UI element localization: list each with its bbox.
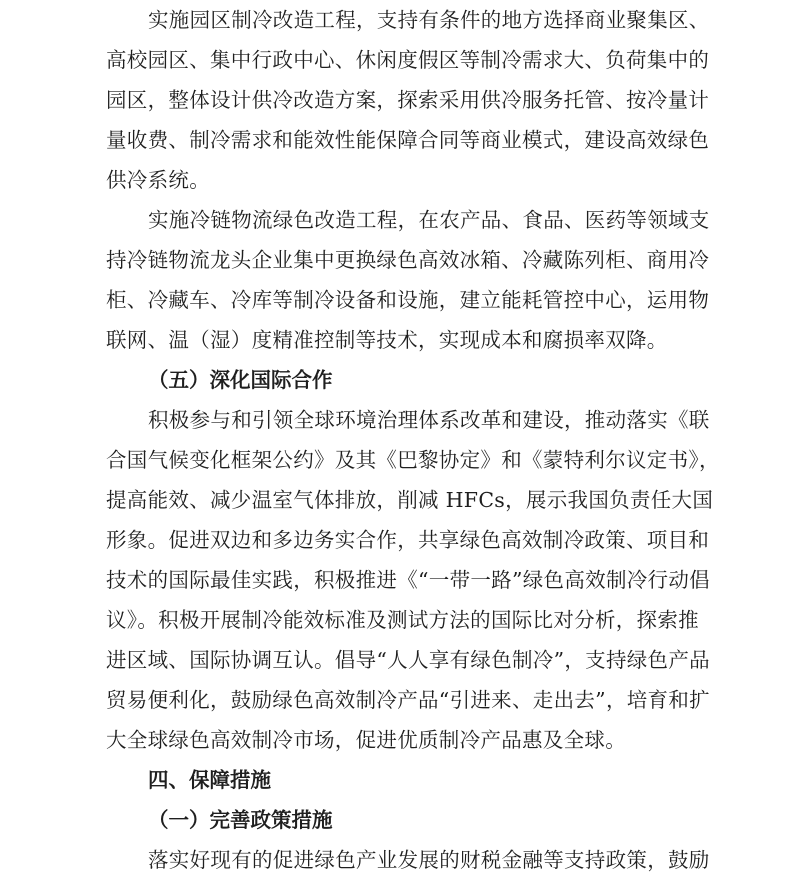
- paragraph-1-line-5: 供冷系统。: [106, 168, 210, 192]
- paragraph-3-line-2: 合国气候变化框架公约》及其《巴黎协定》和《蒙特利尔议定书》，: [106, 448, 720, 472]
- paragraph-1-line-3: 园区，整体设计供冷改造方案，探索采用供冷服务托管、按冷量计: [106, 88, 710, 112]
- paragraph-2-line-1: 实施冷链物流绿色改造工程，在农产品、食品、医药等领域支: [148, 208, 710, 232]
- paragraph-3-line-8: 贸易便利化，鼓励绿色高效制冷产品“引进来、走出去”，培育和扩: [106, 688, 710, 712]
- paragraph-1-line-1: 实施园区制冷改造工程，支持有条件的地方选择商业聚集区、: [148, 8, 710, 32]
- paragraph-2-line-4: 联网、温（湿）度精准控制等技术，实现成本和腐损率双降。: [106, 328, 668, 352]
- paragraph-3-line-9: 大全球绿色高效制冷市场，促进优质制冷产品惠及全球。: [106, 728, 626, 752]
- paragraph-2-line-2: 持冷链物流龙头企业集中更换绿色高效冰箱、冷藏陈列柜、商用冷: [106, 248, 710, 272]
- section-heading-1: （一）完善政策措施: [148, 808, 333, 832]
- paragraph-3-line-1: 积极参与和引领全球环境治理体系改革和建设，推动落实《联: [148, 408, 710, 432]
- paragraph-2-line-3: 柜、冷藏车、冷库等制冷设备和设施，建立能耗管控中心，运用物: [106, 288, 710, 312]
- paragraph-3-line-7: 进区域、国际协调互认。倡导“人人享有绿色制冷”，支持绿色产品: [106, 648, 710, 672]
- paragraph-3-line-6: 议》。积极开展制冷能效标准及测试方法的国际比对分析，探索推: [106, 608, 699, 632]
- paragraph-3-line-3: 提高能效、减少温室气体排放，削减 HFCs，展示我国负责任大国: [106, 488, 714, 512]
- section-heading-5: （五）深化国际合作: [148, 368, 333, 392]
- paragraph-1-line-2: 高校园区、集中行政中心、休闲度假区等制冷需求大、负荷集中的: [106, 48, 710, 72]
- paragraph-1-line-4: 量收费、制冷需求和能效性能保障合同等商业模式，建设高效绿色: [106, 128, 710, 152]
- paragraph-3-line-4: 形象。促进双边和多边务实合作，共享绿色高效制冷政策、项目和: [106, 528, 710, 552]
- chapter-heading-4: 四、保障措施: [148, 768, 271, 792]
- paragraph-4-line-1: 落实好现有的促进绿色产业发展的财税金融等支持政策，鼓励: [148, 848, 710, 872]
- paragraph-3-line-5: 技术的国际最佳实践，积极推进《“一带一路”绿色高效制冷行动倡: [106, 568, 710, 592]
